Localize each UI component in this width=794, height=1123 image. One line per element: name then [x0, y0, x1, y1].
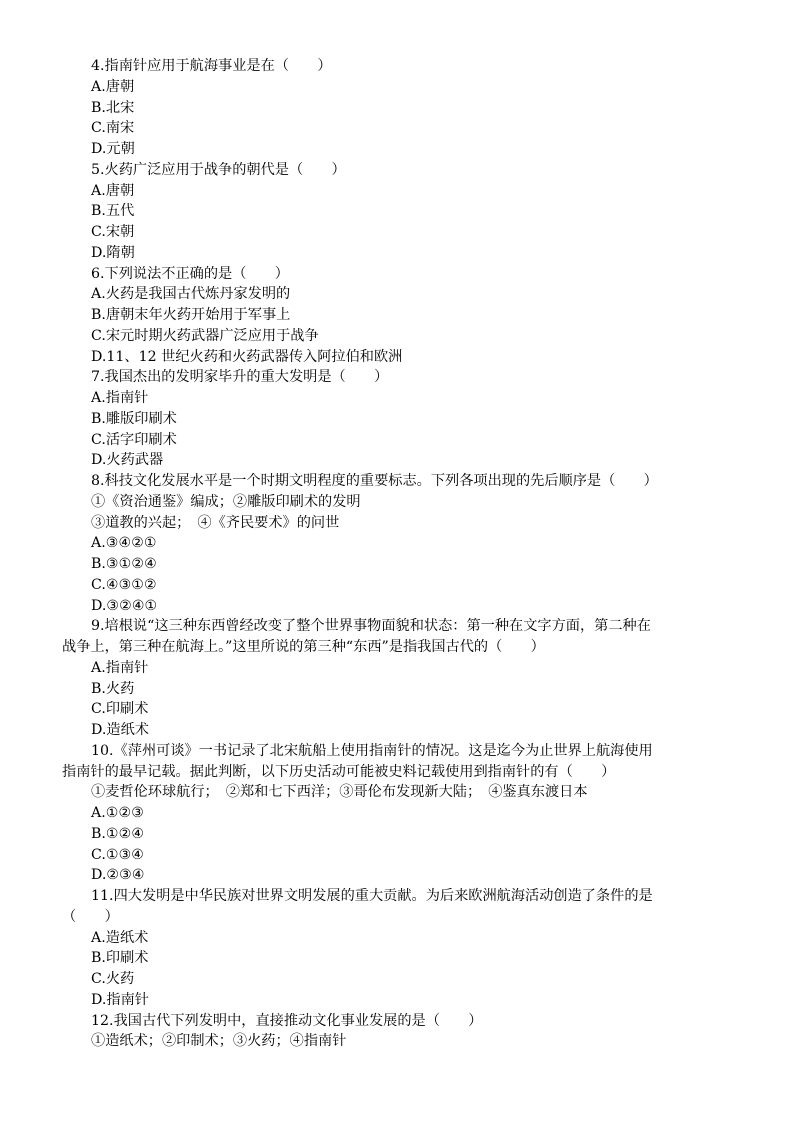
question-10	[0, 741, 794, 886]
option-c: C.南宋	[91, 120, 135, 137]
question-12	[0, 1011, 794, 1053]
question-stem: 7.我国杰出的发明家毕升的重大发明是（ ）	[91, 369, 389, 386]
option-c: C.宋元时期火药武器广泛应用于战争	[91, 327, 319, 344]
option-b: B.印刷术	[91, 950, 149, 967]
option-a: A.③④②①	[91, 535, 157, 552]
option-d: D.造纸术	[91, 722, 149, 738]
question-stem: 12.我国古代下列发明中，直接推动文化事业发展的是（ ）	[91, 1012, 483, 1029]
question-stem: 6.下列说法不正确的是（ ）	[91, 265, 289, 282]
sub-statement: ①《资治通鉴》编成；②雕版印刷术的发明	[91, 493, 361, 510]
option-b: B.③①②④	[91, 556, 157, 572]
option-d: D.②③④	[91, 867, 145, 884]
option-a: A.唐朝	[91, 78, 135, 95]
option-b: B.唐朝末年火药开始用于军事上	[91, 307, 291, 323]
option-a: A.指南针	[91, 659, 149, 676]
option-b: B.北宋	[91, 99, 135, 116]
question-stem: 5.火药广泛应用于战争的朝代是（ ）	[91, 161, 346, 178]
question-stem: 4.指南针应用于航海事业是在（ ）	[91, 58, 332, 74]
question-9	[0, 616, 794, 741]
option-b: B.雕版印刷术	[91, 410, 177, 427]
sub-statement: ①麦哲伦环球航行； ②郑和七下西洋；③哥伦布发现新大陆； ④鉴真东渡日本	[91, 784, 588, 801]
option-a: A.造纸术	[91, 929, 149, 946]
option-a: A.指南针	[91, 390, 149, 406]
question-stem: 10.《萍州可谈》一书记录了北宋航船上使用指南针的情况。这是迄今为止世界上航海使用	[91, 742, 653, 759]
option-d: D.③②④①	[91, 597, 158, 614]
option-a: A.唐朝	[91, 182, 135, 199]
option-a: A.①②③	[91, 805, 144, 821]
question-4	[0, 56, 794, 160]
sub-statement: ③道教的兴起； ④《齐民要术》的问世	[91, 514, 340, 531]
question-7	[0, 367, 794, 471]
question-stem: 9.培根说“这三种东西曾经改变了整个世界事物面貌和状态：第一种在文字方面，第二种在	[91, 618, 651, 635]
option-c: C.印刷术	[91, 701, 149, 718]
option-c: C.火药	[91, 971, 135, 987]
option-d: D.指南针	[91, 991, 149, 1008]
question-stem: 8.科技文化发展水平是一个时期文明程度的重要标志。下列各项出现的先后顺序是（ ）	[91, 473, 658, 489]
option-c: C.①③④	[91, 846, 145, 863]
option-b: B.火药	[91, 680, 135, 697]
worksheet-page	[0, 56, 794, 1052]
question-11	[0, 886, 794, 1011]
option-c: C.④③①②	[91, 576, 157, 593]
question-stem-continued: 指南针的最早记载。据此判断，以下历史活动可能被史料记载使用到指南针的有（ ）	[62, 763, 616, 780]
question-6	[0, 264, 794, 368]
option-a: A.火药是我国古代炼丹家发明的	[91, 286, 291, 303]
question-stem: 11.四大发明是中华民族对世界文明发展的重大贡献。为后来欧洲航海活动创造了条件的是	[91, 888, 653, 904]
question-5	[0, 160, 794, 264]
option-c: C.活字印刷术	[91, 431, 177, 448]
question-stem-continued: 战争上，第三种在航海上。”这里所说的第三种“东西”是指我国古代的（ ）	[62, 639, 545, 655]
option-b: B.①②④	[91, 825, 145, 842]
option-d: D.火药武器	[91, 452, 164, 469]
option-d: D.11、12 世纪火药和火药武器传入阿拉伯和欧洲	[91, 348, 403, 365]
option-b: B.五代	[91, 203, 135, 220]
question-stem-continued: （ ）	[62, 908, 119, 925]
option-d: D.元朝	[91, 141, 135, 157]
question-8	[0, 471, 794, 616]
option-d: D.隋朝	[91, 244, 135, 261]
sub-statement: ①造纸术；②印制术；③火药；④指南针	[91, 1033, 347, 1050]
option-c: C.宋朝	[91, 224, 135, 240]
